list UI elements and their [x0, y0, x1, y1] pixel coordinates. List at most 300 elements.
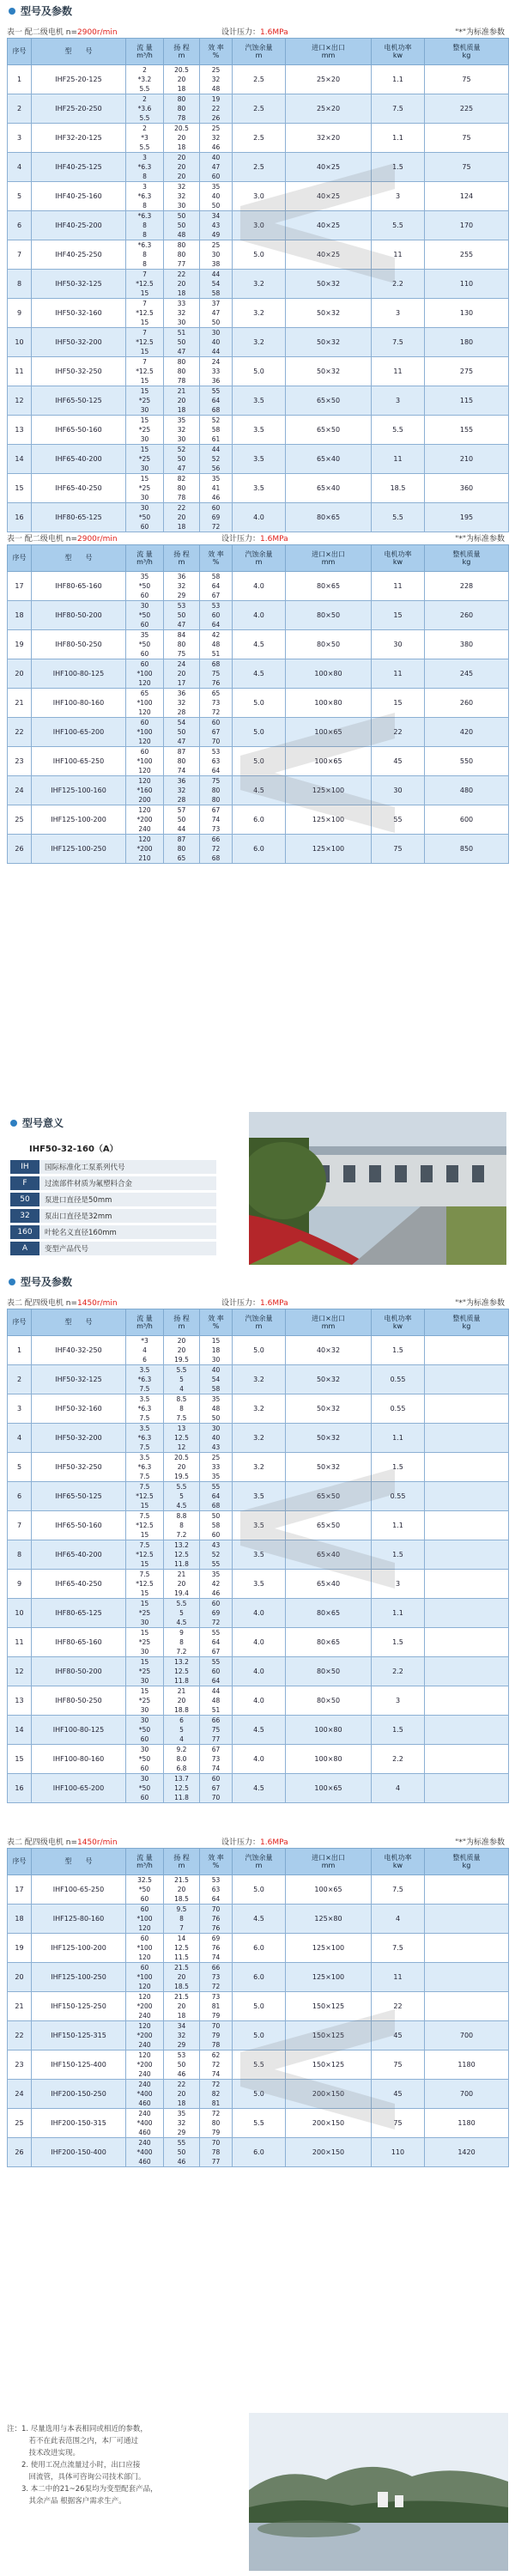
cell-eff: 55 64 68	[200, 386, 233, 416]
cell-io: 150×125	[286, 2021, 372, 2050]
cell-kw: 3	[372, 1570, 425, 1599]
cell-model: IHF100-80-125	[32, 659, 126, 689]
cell-flow: *6.3 8 8	[126, 240, 164, 270]
cell-npsh: 6.0	[233, 1963, 286, 1992]
cell-flow: 30 *50 60	[126, 503, 164, 532]
column-header: 扬 程 m	[164, 1849, 200, 1875]
column-header: 效 率 %	[200, 545, 233, 572]
cell-flow: 60 *100 120	[126, 1905, 164, 1934]
table2b-caption: 表二 配四级电机 n=1450r/min 设计压力：1.6MPa "*"为标准参数	[7, 1838, 505, 1847]
meaning-text: 泵进口直径是50mm	[39, 1193, 216, 1206]
meaning-row	[10, 1176, 216, 1190]
column-header: 汽蚀余量 m	[233, 39, 286, 65]
column-header: 序号	[8, 1309, 32, 1336]
bullet-dot-icon	[9, 8, 15, 15]
cell-model: IHF40-25-250	[32, 240, 126, 270]
cell-flow: 7.5 *12.5 15	[126, 1570, 164, 1599]
cell-npsh: 3.5	[233, 416, 286, 445]
cell-npsh: 3.2	[233, 1453, 286, 1482]
cell-head: 22 20 18	[164, 270, 200, 299]
cell-kw: 45	[372, 747, 425, 776]
cell-no: 22	[8, 2021, 32, 2050]
cell-head: 6 5 4	[164, 1716, 200, 1745]
cell-kw: 2.2	[372, 1657, 425, 1686]
cell-io: 100×65	[286, 718, 372, 747]
column-header: 流 量 m³/h	[126, 1849, 164, 1875]
cell-flow: 60 *100 120	[126, 1963, 164, 1992]
cell-flow: 3 *6.3 8	[126, 182, 164, 211]
cell-kg: 228	[425, 572, 509, 601]
cell-npsh: 4.5	[233, 659, 286, 689]
bullet-dot-icon	[9, 1279, 15, 1285]
cell-kg	[425, 1963, 509, 1992]
cell-io: 80×50	[286, 601, 372, 630]
cell-kw: 30	[372, 630, 425, 659]
cell-kg: 180	[425, 328, 509, 357]
cell-flow: 30 *50 60	[126, 1745, 164, 1774]
cell-model: IHF100-65-250	[32, 1875, 126, 1905]
cell-model: IHF80-50-200	[32, 601, 126, 630]
cell-kg	[425, 1875, 509, 1905]
cell-npsh: 4.5	[233, 630, 286, 659]
cell-flow: 7 *12.5 15	[126, 328, 164, 357]
cell-npsh: 4.0	[233, 1745, 286, 1774]
cell-io: 100×80	[286, 689, 372, 718]
cell-kw: 1.1	[372, 1599, 425, 1628]
table-row	[8, 659, 509, 689]
cell-io: 40×25	[286, 153, 372, 182]
cell-kg: 110	[425, 270, 509, 299]
cell-io: 65×50	[286, 1482, 372, 1511]
cell-io: 80×50	[286, 1686, 372, 1716]
spec-table-1b	[7, 544, 509, 864]
cell-eff: 40 54 58	[200, 1365, 233, 1394]
cell-eff: 24 33 36	[200, 357, 233, 386]
cell-npsh: 3.2	[233, 328, 286, 357]
column-header: 流 量 m³/h	[126, 39, 164, 65]
cell-io: 150×125	[286, 2050, 372, 2080]
table-row	[8, 747, 509, 776]
meaning-code: 50	[10, 1193, 39, 1206]
table-row	[8, 2050, 509, 2080]
cell-eff: 72 82 81	[200, 2080, 233, 2109]
cell-io: 125×80	[286, 1905, 372, 1934]
cell-kw: 30	[372, 776, 425, 805]
cell-head: 33 32 30	[164, 299, 200, 328]
cell-flow: 3 *6.3 8	[126, 153, 164, 182]
table-row	[8, 630, 509, 659]
table-row	[8, 1453, 509, 1482]
cell-no: 1	[8, 1336, 32, 1365]
cell-eff: 65 73 72	[200, 689, 233, 718]
cell-no: 11	[8, 357, 32, 386]
note-line: 2. 使用工况点流量过小时，出口应接	[7, 2461, 141, 2470]
cell-flow: 60 *100 120	[126, 718, 164, 747]
cell-eff: 30 40 44	[200, 328, 233, 357]
cell-model: IHF100-80-160	[32, 689, 126, 718]
note-line: 3. 本二中的21~26泵均为变型配套产品，	[7, 2485, 158, 2494]
cell-head: 21 20 19.4	[164, 1570, 200, 1599]
cell-npsh: 5.0	[233, 2080, 286, 2109]
cell-eff: 60 69 72	[200, 503, 233, 532]
cell-eff: 68 75 76	[200, 659, 233, 689]
cell-head: 13 12.5 12	[164, 1424, 200, 1453]
table2a-caption: 表二 配四级电机 n=1450r/min 设计压力：1.6MPa "*"为标准参数	[7, 1299, 505, 1308]
cell-npsh: 3.5	[233, 445, 286, 474]
cell-no: 11	[8, 1628, 32, 1657]
note-line: 注：1. 尽量选用与本表相同或相近的参数，	[7, 2425, 148, 2433]
cell-npsh: 4.0	[233, 572, 286, 601]
cell-npsh: 3.2	[233, 1394, 286, 1424]
cell-eff: 43 52 55	[200, 1540, 233, 1570]
cell-io: 65×40	[286, 474, 372, 503]
cell-kg: 75	[425, 65, 509, 94]
cell-flow: 7.5 *12.5 15	[126, 1540, 164, 1570]
cell-model: IHF65-40-200	[32, 445, 126, 474]
cell-npsh: 4.5	[233, 1716, 286, 1745]
cell-io: 200×150	[286, 2109, 372, 2138]
cell-model: IHF200-150-250	[32, 2080, 126, 2109]
cell-io: 100×65	[286, 747, 372, 776]
cell-kg: 420	[425, 718, 509, 747]
cell-head: 21 20 18.8	[164, 1686, 200, 1716]
cell-head: 87 80 74	[164, 747, 200, 776]
cell-npsh: 5.0	[233, 357, 286, 386]
table-row	[8, 240, 509, 270]
table-row	[8, 1875, 509, 1905]
table-row	[8, 1657, 509, 1686]
cell-io: 50×32	[286, 1424, 372, 1453]
cell-kw: 22	[372, 1992, 425, 2021]
column-header: 整机质量 kg	[425, 39, 509, 65]
cell-kw: 45	[372, 2080, 425, 2109]
cell-flow: 15 *25 30	[126, 1686, 164, 1716]
table-row	[8, 1774, 509, 1803]
cell-no: 15	[8, 1745, 32, 1774]
cell-kw: 1.1	[372, 1424, 425, 1453]
table-row	[8, 572, 509, 601]
cell-head: 36 32 29	[164, 572, 200, 601]
column-header: 流 量 m³/h	[126, 545, 164, 572]
cell-no: 20	[8, 1963, 32, 1992]
table-row	[8, 503, 509, 532]
cell-io: 125×100	[286, 776, 372, 805]
cell-no: 25	[8, 2109, 32, 2138]
cell-model: IHF125-100-200	[32, 805, 126, 835]
note-line: 技术改进实现。	[7, 2449, 81, 2458]
table-row	[8, 1905, 509, 1934]
cell-kw: 3	[372, 1686, 425, 1716]
cell-no: 21	[8, 689, 32, 718]
cell-io: 40×32	[286, 1336, 372, 1365]
cell-kw: 75	[372, 2050, 425, 2080]
cell-io: 125×100	[286, 1963, 372, 1992]
cell-kw: 3	[372, 386, 425, 416]
column-header: 进口×出口 mm	[286, 1309, 372, 1336]
cell-kw: 75	[372, 835, 425, 864]
cell-model: IHF32-20-125	[32, 124, 126, 153]
cell-kg: 210	[425, 445, 509, 474]
meaning-code: A	[10, 1242, 39, 1255]
cell-npsh: 5.0	[233, 240, 286, 270]
table-row	[8, 386, 509, 416]
cell-no: 1	[8, 65, 32, 94]
meaning-row	[10, 1242, 216, 1255]
spec-table-2a	[7, 1309, 509, 1803]
cell-npsh: 2.5	[233, 65, 286, 94]
cell-kg: 1180	[425, 2109, 509, 2138]
cell-npsh: 2.5	[233, 124, 286, 153]
cell-head: 80 80 77	[164, 240, 200, 270]
cell-eff: 60 67 70	[200, 718, 233, 747]
cell-kg	[425, 1716, 509, 1745]
cell-head: 20.5 20 18	[164, 65, 200, 94]
cell-eff: 44 52 56	[200, 445, 233, 474]
cell-kg	[425, 1336, 509, 1365]
cell-model: IHF50-32-250	[32, 357, 126, 386]
column-header: 汽蚀余量 m	[233, 1849, 286, 1875]
cell-model: IHF65-50-125	[32, 386, 126, 416]
column-header: 效 率 %	[200, 39, 233, 65]
cell-io: 100×80	[286, 659, 372, 689]
cell-flow: 15 *25 30	[126, 474, 164, 503]
cell-kw: 18.5	[372, 474, 425, 503]
cell-head: 21.5 20 18	[164, 1992, 200, 2021]
table-row	[8, 1570, 509, 1599]
cell-head: 9.2 8.0 6.8	[164, 1745, 200, 1774]
cell-no: 2	[8, 1365, 32, 1394]
table-row	[8, 1628, 509, 1657]
cell-kw: 5.5	[372, 211, 425, 240]
cell-eff: 55 60 64	[200, 1657, 233, 1686]
cell-flow: 120 *200 240	[126, 2021, 164, 2050]
table-row	[8, 2021, 509, 2050]
cell-head: 55 50 46	[164, 2138, 200, 2167]
cell-model: IHF80-65-160	[32, 572, 126, 601]
cell-no: 19	[8, 1934, 32, 1963]
column-header: 型 号	[32, 1849, 126, 1875]
cell-eff: 55 64 68	[200, 1482, 233, 1511]
cell-head: 34 32 29	[164, 2021, 200, 2050]
cell-model: IHF65-40-250	[32, 1570, 126, 1599]
cell-no: 6	[8, 211, 32, 240]
cell-io: 25×20	[286, 94, 372, 124]
cell-no: 14	[8, 445, 32, 474]
cell-no: 9	[8, 1570, 32, 1599]
cell-eff: 66 75 77	[200, 1716, 233, 1745]
cell-kg: 255	[425, 240, 509, 270]
cell-model: IHF125-100-250	[32, 835, 126, 864]
cell-eff: 66 72 68	[200, 835, 233, 864]
cell-kg: 850	[425, 835, 509, 864]
cell-model: IHF40-25-125	[32, 153, 126, 182]
cell-head: 5.5 5 4.5	[164, 1599, 200, 1628]
cell-kg	[425, 1628, 509, 1657]
cell-eff: 35 42 46	[200, 1570, 233, 1599]
table-row	[8, 1540, 509, 1570]
cell-flow: 3.5 *6.3 7.5	[126, 1365, 164, 1394]
column-header: 进口×出口 mm	[286, 545, 372, 572]
meaning-row	[10, 1225, 216, 1239]
cell-npsh: 3.5	[233, 1540, 286, 1570]
table-row	[8, 1745, 509, 1774]
cell-no: 4	[8, 153, 32, 182]
cell-flow: 120 *200 240	[126, 1992, 164, 2021]
column-header: 效 率 %	[200, 1309, 233, 1336]
table-row	[8, 601, 509, 630]
cell-npsh: 3.5	[233, 474, 286, 503]
cell-npsh: 4.0	[233, 1686, 286, 1716]
cell-flow: 30 *50 60	[126, 1774, 164, 1803]
cell-kw: 7.5	[372, 328, 425, 357]
cell-kw: 1.5	[372, 1540, 425, 1570]
cell-model: IHF65-40-200	[32, 1540, 126, 1570]
cell-eff: 44 48 51	[200, 1686, 233, 1716]
cell-eff: 19 22 26	[200, 94, 233, 124]
cell-kg: 1420	[425, 2138, 509, 2167]
cell-head: 32 32 30	[164, 182, 200, 211]
cell-npsh: 6.0	[233, 805, 286, 835]
meaning-row	[10, 1160, 216, 1174]
cell-head: 21.5 20 18.5	[164, 1963, 200, 1992]
column-header: 序号	[8, 39, 32, 65]
model-example: IHF50-32-160（A）	[29, 1145, 118, 1154]
cell-eff: 35 48 50	[200, 1394, 233, 1424]
cell-npsh: 3.2	[233, 299, 286, 328]
cell-flow: 15 *25 30	[126, 445, 164, 474]
cell-io: 50×32	[286, 357, 372, 386]
column-header: 整机质量 kg	[425, 1849, 509, 1875]
cell-no: 9	[8, 299, 32, 328]
table-row	[8, 357, 509, 386]
cell-eff: 70 76 76	[200, 1905, 233, 1934]
cell-kg	[425, 1992, 509, 2021]
cell-flow: 15 *25 30	[126, 386, 164, 416]
cell-model: IHF65-40-250	[32, 474, 126, 503]
cell-head: 50 50 48	[164, 211, 200, 240]
meaning-row	[10, 1193, 216, 1206]
cell-model: IHF80-65-125	[32, 503, 126, 532]
cell-head: 20.5 20 19.5	[164, 1453, 200, 1482]
cell-kg	[425, 1511, 509, 1540]
table-row	[8, 835, 509, 864]
column-header: 进口×出口 mm	[286, 1849, 372, 1875]
cell-kw: 11	[372, 357, 425, 386]
table-row	[8, 474, 509, 503]
cell-flow: 3.5 *6.3 7.5	[126, 1394, 164, 1424]
cell-io: 125×100	[286, 805, 372, 835]
cell-kg	[425, 1599, 509, 1628]
meaning-title: 型号意义	[10, 1115, 64, 1130]
cell-model: IHF125-100-250	[32, 1963, 126, 1992]
cell-io: 40×25	[286, 240, 372, 270]
cell-head: 24 20 17	[164, 659, 200, 689]
cell-no: 26	[8, 835, 32, 864]
cell-model: IHF100-65-200	[32, 1774, 126, 1803]
cell-no: 23	[8, 2050, 32, 2080]
cell-npsh: 3.5	[233, 386, 286, 416]
cell-io: 100×65	[286, 1774, 372, 1803]
note-line: 回流管，具体可咨询公司技术部门。	[7, 2473, 146, 2482]
cell-no: 10	[8, 328, 32, 357]
cell-head: 9 8 7.2	[164, 1628, 200, 1657]
cell-kg: 700	[425, 2080, 509, 2109]
cell-head: 84 80 75	[164, 630, 200, 659]
cell-io: 100×80	[286, 1745, 372, 1774]
column-header: 汽蚀余量 m	[233, 545, 286, 572]
table-row	[8, 1716, 509, 1745]
cell-model: IHF65-50-160	[32, 416, 126, 445]
cell-io: 80×50	[286, 1657, 372, 1686]
cell-no: 16	[8, 1774, 32, 1803]
cell-model: IHF65-50-125	[32, 1482, 126, 1511]
cell-eff: 25 30 38	[200, 240, 233, 270]
cell-no: 10	[8, 1599, 32, 1628]
cell-kw: 1.1	[372, 1511, 425, 1540]
cell-npsh: 4.0	[233, 1599, 286, 1628]
cell-head: 20.5 20 18	[164, 124, 200, 153]
table-row	[8, 270, 509, 299]
cell-model: IHF125-80-160	[32, 1905, 126, 1934]
cell-model: IHF25-20-250	[32, 94, 126, 124]
cell-model: IHF80-65-125	[32, 1599, 126, 1628]
cell-npsh: 3.5	[233, 1511, 286, 1540]
table-row	[8, 1482, 509, 1511]
cell-kw: 55	[372, 805, 425, 835]
cell-flow: *3 4 6	[126, 1336, 164, 1365]
cell-kg: 195	[425, 503, 509, 532]
cell-head: 22 20 18	[164, 2080, 200, 2109]
cell-head: 36 32 28	[164, 689, 200, 718]
cell-no: 21	[8, 1992, 32, 2021]
cell-io: 40×25	[286, 211, 372, 240]
table-row	[8, 1934, 509, 1963]
column-header: 整机质量 kg	[425, 545, 509, 572]
cell-kw: 0.55	[372, 1394, 425, 1424]
cell-eff: 53 63 64	[200, 1875, 233, 1905]
cell-flow: 2 *3.2 5.5	[126, 65, 164, 94]
cell-npsh: 5.0	[233, 747, 286, 776]
cell-kw: 0.55	[372, 1482, 425, 1511]
cell-flow: 2 *3.6 5.5	[126, 94, 164, 124]
cell-kg: 550	[425, 747, 509, 776]
table-row	[8, 445, 509, 474]
cell-kw: 22	[372, 718, 425, 747]
table-row	[8, 94, 509, 124]
cell-no: 12	[8, 386, 32, 416]
cell-head: 8.8 8 7.2	[164, 1511, 200, 1540]
cell-flow: 3.5 *6.3 7.5	[126, 1453, 164, 1482]
cell-npsh: 3.5	[233, 1570, 286, 1599]
cell-eff: 53 63 64	[200, 747, 233, 776]
cell-kw: 7.5	[372, 94, 425, 124]
cell-flow: 35 *50 60	[126, 572, 164, 601]
cell-kw: 15	[372, 601, 425, 630]
cell-npsh: 2.5	[233, 94, 286, 124]
cell-npsh: 4.5	[233, 1774, 286, 1803]
cell-model: IHF80-50-200	[32, 1657, 126, 1686]
table-row	[8, 328, 509, 357]
cell-kw: 7.5	[372, 1934, 425, 1963]
cell-model: IHF80-50-250	[32, 1686, 126, 1716]
cell-model: IHF50-32-125	[32, 270, 126, 299]
cell-head: 35 32 30	[164, 416, 200, 445]
cell-kw: 11	[372, 445, 425, 474]
cell-eff: 42 48 51	[200, 630, 233, 659]
meaning-code: F	[10, 1176, 39, 1190]
cell-io: 65×50	[286, 1511, 372, 1540]
cell-flow: 7 *12.5 15	[126, 357, 164, 386]
